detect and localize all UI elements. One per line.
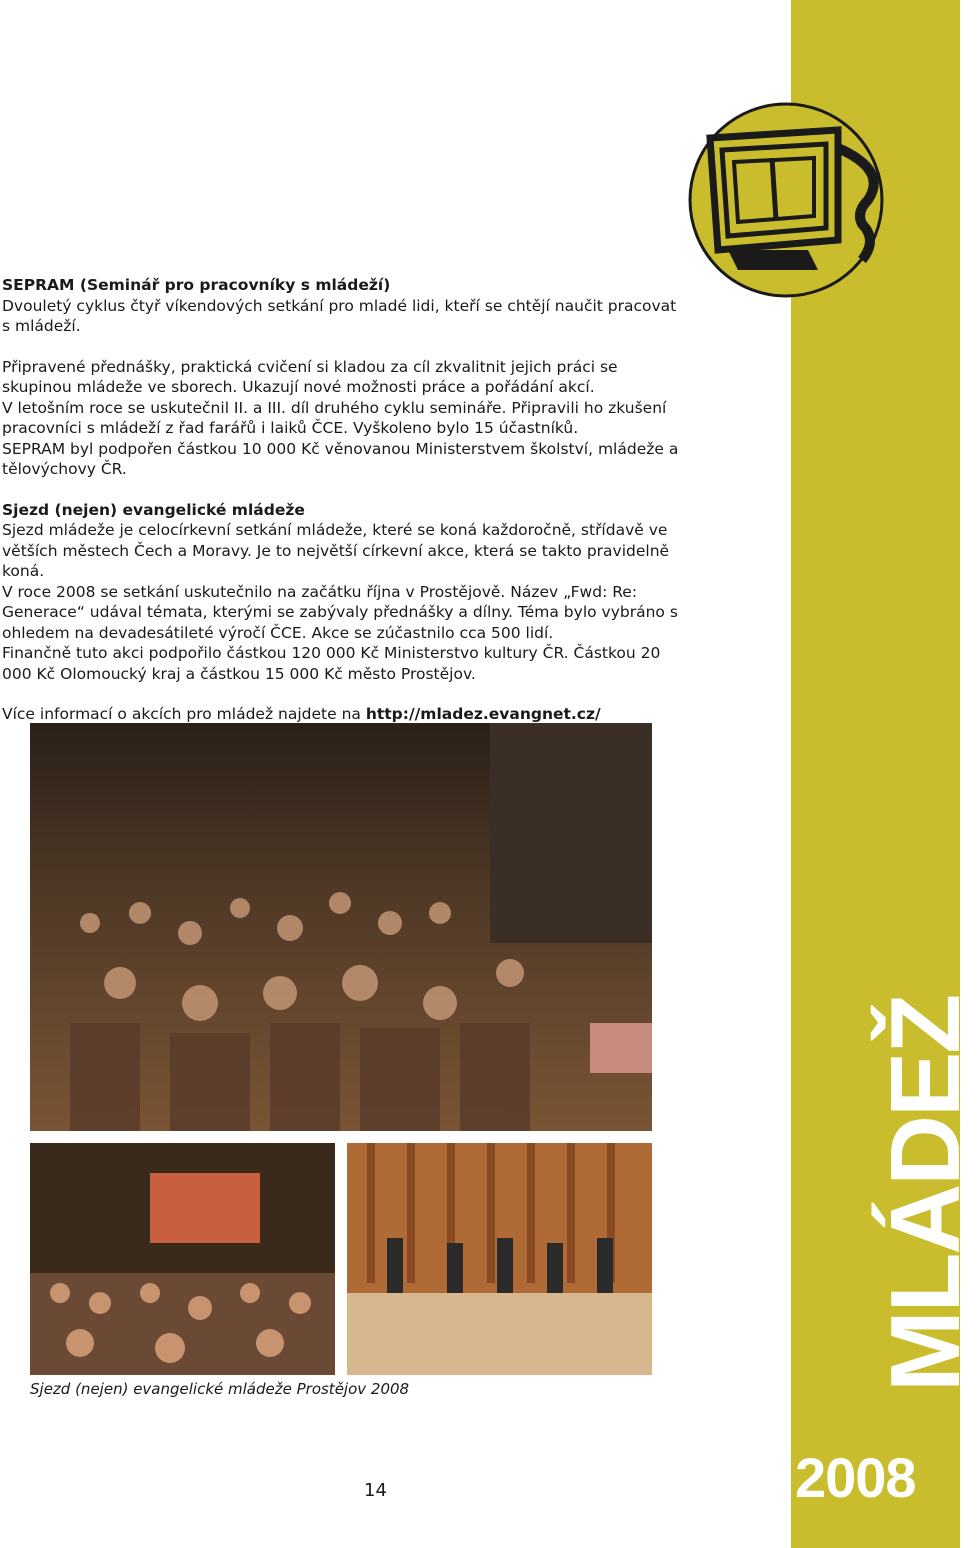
sjezd-paragraph: Sjezd mládeže je celocírkevní setkání mládeže, které se koná každoročně, střídavě ve větších městech Čech a Moravy. Je to největší církevní akce, která se takto pravidelně koná. bbox=[2, 521, 670, 580]
sepram-paragraph: Připravené přednášky, praktická cvičení si kladou za cíl zkvalitnit jejich práci se skupinou mládeže ve sborech. Ukazují nové možnosti práce a pořádání akcí. bbox=[2, 357, 618, 396]
sepram-paragraph: SEPRAM byl podpořen částkou 10 000 Kč věnovanou Ministerstvem školství, mládeže a tělovýchovy ČR. bbox=[2, 439, 679, 478]
sepram-paragraph: V letošním roce se uskutečnil II. a III. díl druhého cyklu semináře. Připravili ho zkušení pracovníci s mládeží z řad farářů i laiků ČCE. Vyškoleno bylo 15 účastníků. bbox=[2, 398, 667, 437]
sidebar-title: MLÁDEŽ bbox=[870, 995, 980, 1392]
sepram-heading: SEPRAM (Seminář pro pracovníky s mládeží) bbox=[2, 276, 391, 294]
sjezd-heading: Sjezd (nejen) evangelické mládeže bbox=[2, 500, 305, 519]
photo-caption: Sjezd (nejen) evangelické mládeže Prostějov 2008 bbox=[30, 1380, 410, 1398]
sidebar-year: 2008 bbox=[795, 1446, 916, 1509]
sjezd-paragraph: Finančně tuto akci podpořilo částkou 120 000 Kč Ministerstvo kultury ČR. Částkou 20 000 Kč Olomoucký kraj a částkou 15 000 Kč město Prostějov. bbox=[2, 644, 661, 683]
page-number: 14 bbox=[364, 1480, 387, 1501]
more-info-line bbox=[2, 704, 684, 725]
photo-concert bbox=[347, 1143, 652, 1375]
book-chalice-logo-icon bbox=[688, 100, 898, 300]
photo-audience bbox=[30, 1143, 335, 1375]
sepram-paragraph: Dvouletý cyklus čtyř víkendových setkání pro mladé lidi, kteří se chtějí naučit pracovat s mládeží. bbox=[2, 296, 677, 335]
article-text bbox=[2, 275, 684, 725]
photo-crowd bbox=[30, 723, 652, 1131]
more-info-link[interactable]: http://mladez.evangnet.cz/ bbox=[365, 705, 601, 723]
more-info-text: Více informací o akcích pro mládež najdete na bbox=[2, 705, 366, 723]
sjezd-paragraph: V roce 2008 se setkání uskutečnilo na začátku října v Prostějově. Název „Fwd: Re: Generace“ udával témata, kterými se zabývaly přednášky a dílny. Téma bylo vybráno s ohledem na devadesátileté výročí ČCE. Akce se zúčastnilo cca 500 lidí. bbox=[2, 582, 678, 642]
